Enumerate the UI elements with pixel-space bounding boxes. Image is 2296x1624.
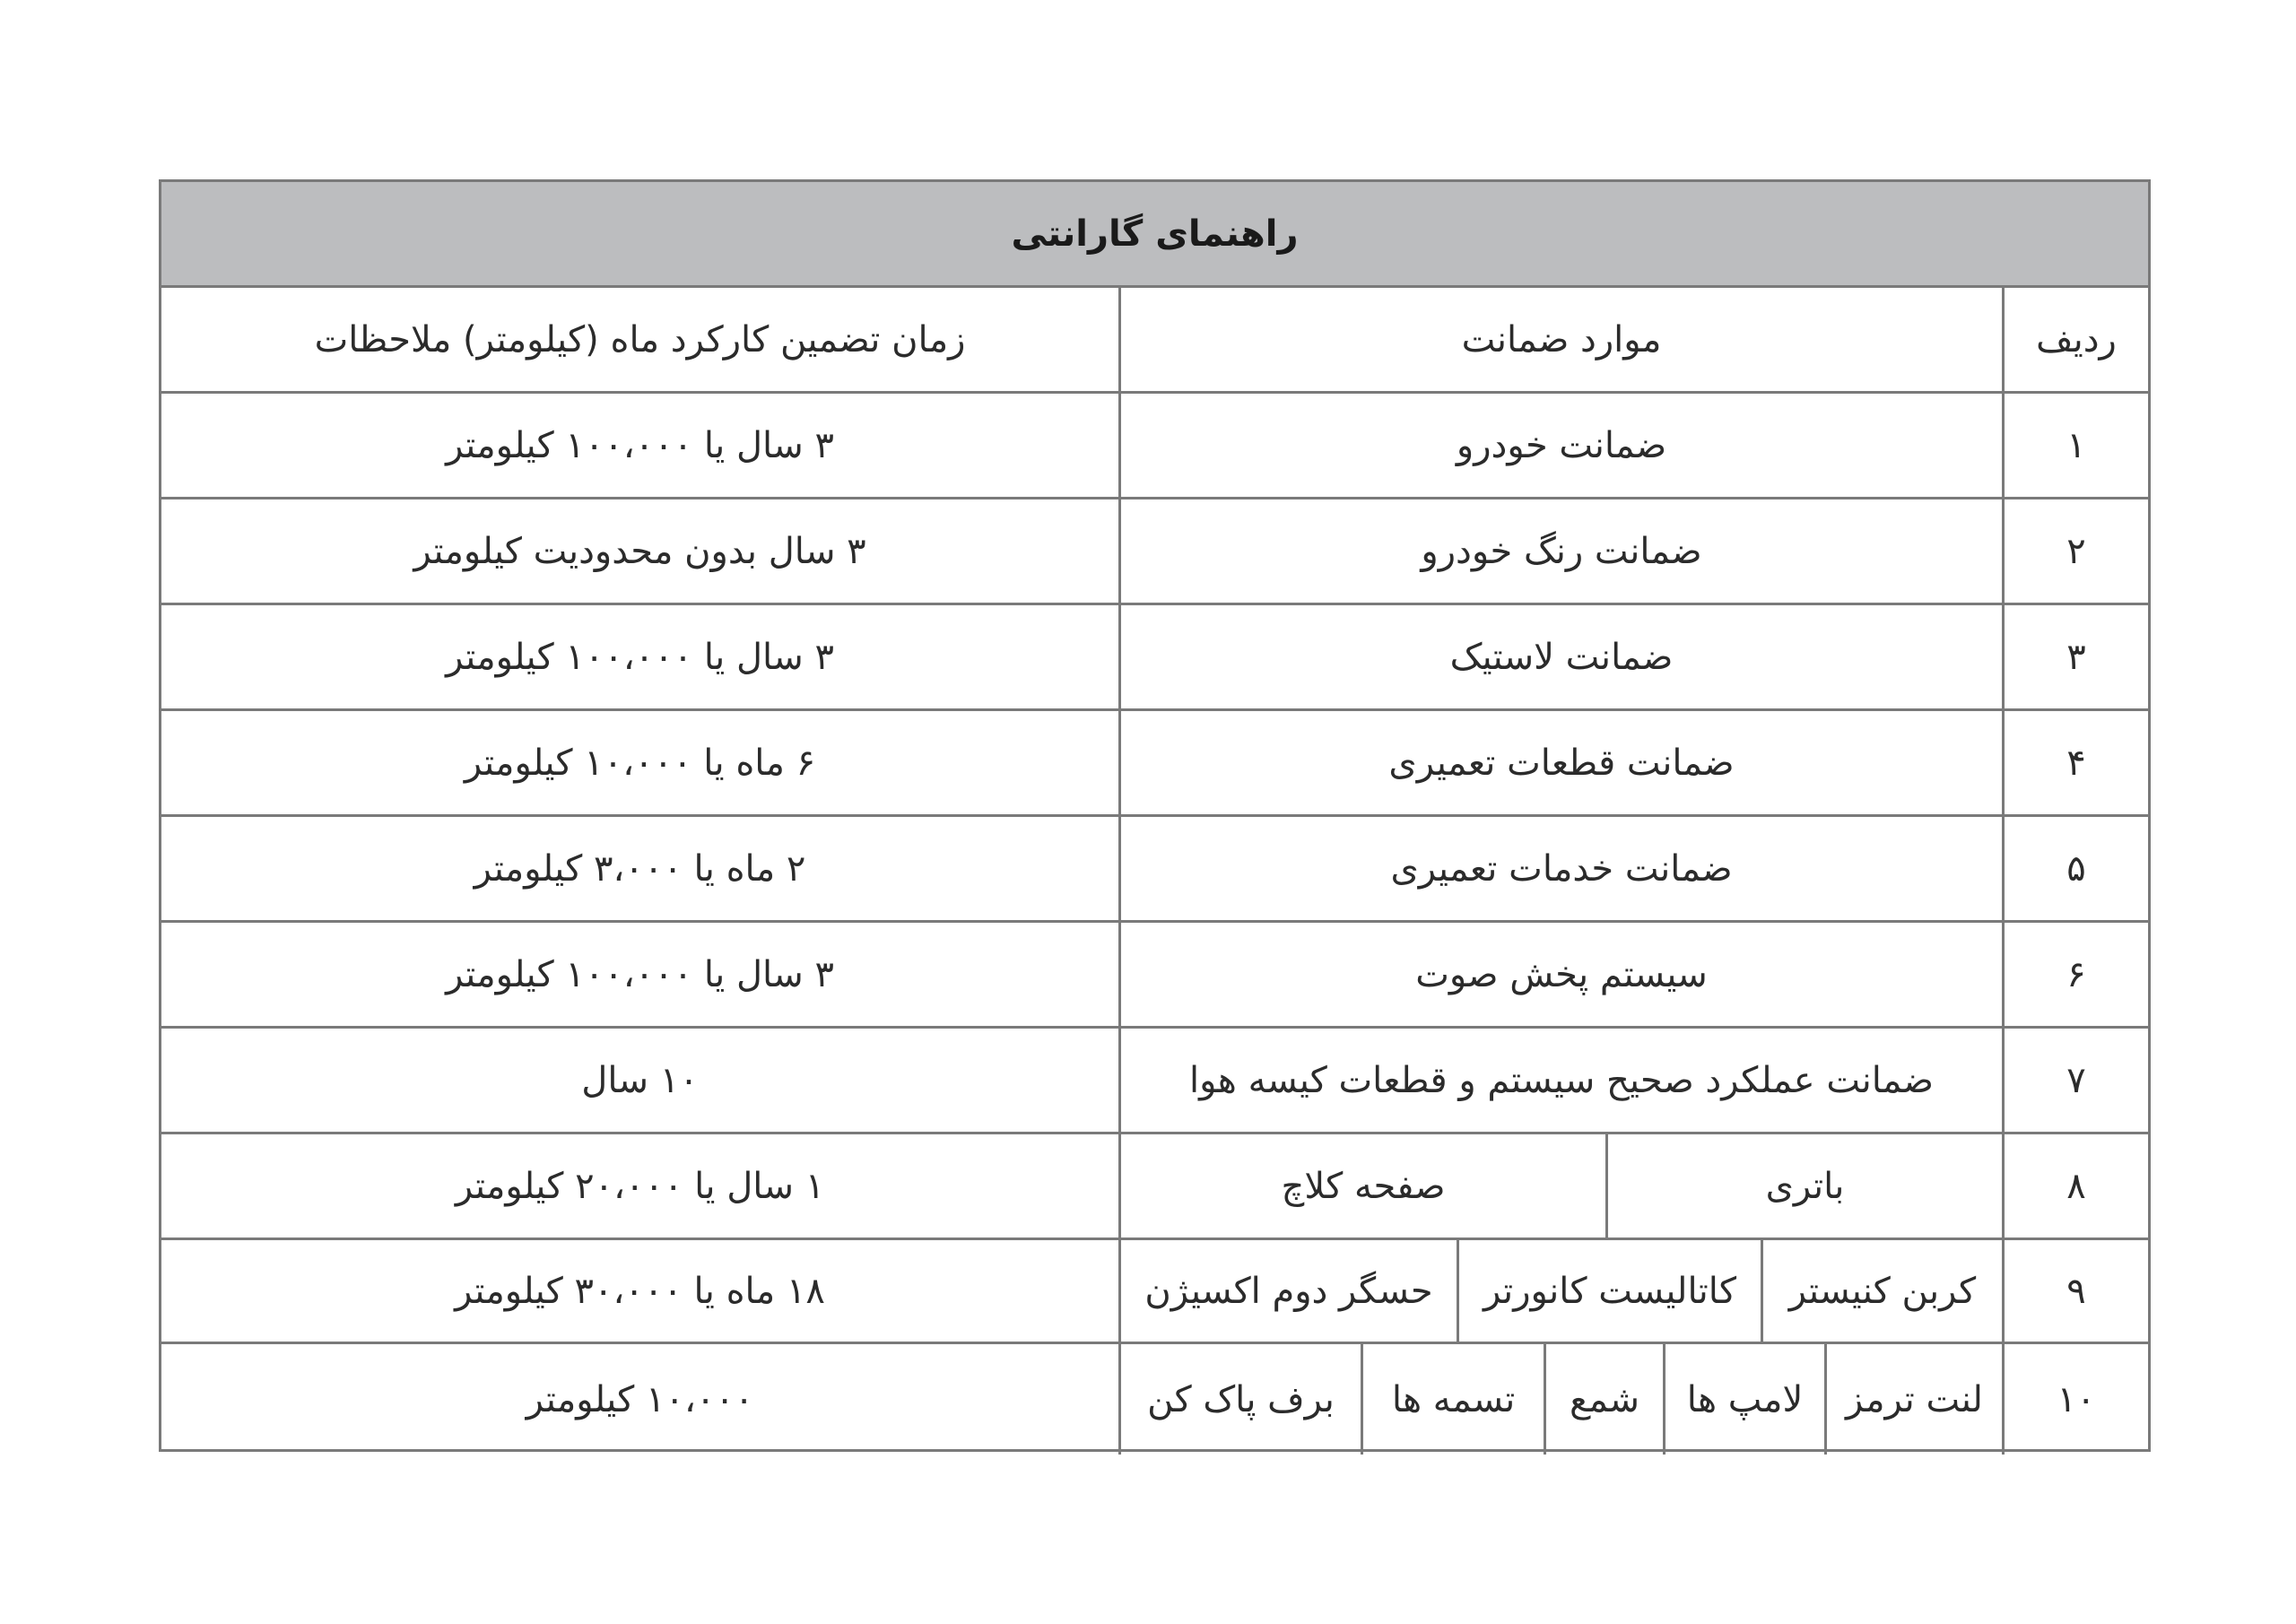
row-item: ضمانت رنگ خودرو <box>1118 499 2002 603</box>
row-time: ۱ سال یا ۲۰،۰۰۰ کیلومتر <box>455 1165 825 1207</box>
row-subitem: تسمه ها <box>1361 1344 1544 1455</box>
row-time: ۳ سال بدون محدودیت کیلومتر <box>413 530 866 572</box>
row-item: ضمانت خدمات تعمیری <box>1118 817 2002 920</box>
header-time: زمان تضمین کارکرد ماه (کیلومتر) ملاحظات <box>314 318 966 360</box>
warranty-table <box>159 179 2151 1452</box>
row-item: ضمانت قطعات تعمیری <box>1118 711 2002 814</box>
row-item: ضمانت خودرو <box>1118 394 2002 497</box>
row-subitem: لنت ترمز <box>1824 1344 2002 1455</box>
row-num: ۳ <box>2002 605 2148 708</box>
row-subitem: کاتالیست کانورتر <box>1457 1240 1761 1342</box>
row-item-group <box>1118 1344 2002 1455</box>
row-num: ۱ <box>2002 394 2148 497</box>
row-num: ۵ <box>2002 817 2148 920</box>
row-item-group <box>1118 1134 2002 1238</box>
table-title-row <box>161 182 2148 288</box>
table-row <box>161 923 2148 1029</box>
table-row <box>161 1240 2148 1344</box>
row-item: ضمانت عملکرد صحیح سیستم و قطعات کیسه هوا <box>1118 1029 2002 1132</box>
row-num: ۹ <box>2002 1240 2148 1342</box>
table-row <box>161 711 2148 817</box>
row-subitem: لامپ ها <box>1663 1344 1824 1455</box>
table-row <box>161 817 2148 923</box>
row-time: ۱۰،۰۰۰ کیلومتر <box>526 1378 754 1420</box>
row-num: ۷ <box>2002 1029 2148 1132</box>
table-row <box>161 605 2148 711</box>
row-subitem: صفحه کلاچ <box>1281 1165 1446 1207</box>
header-item: موارد ضمانت <box>1118 288 2002 391</box>
row-num: ۱۰ <box>2002 1344 2148 1455</box>
row-num: ۸ <box>2002 1134 2148 1238</box>
row-num: ۲ <box>2002 499 2148 603</box>
table-row <box>161 499 2148 605</box>
row-time: ۳ سال یا ۱۰۰،۰۰۰ کیلومتر <box>446 636 834 678</box>
table-row <box>161 1029 2148 1134</box>
table-row <box>161 1134 2148 1240</box>
table-header-row <box>161 288 2148 394</box>
row-time: ۱۸ ماه یا ۳۰،۰۰۰ کیلومتر <box>455 1270 825 1312</box>
row-item: ضمانت لاستیک <box>1118 605 2002 708</box>
header-num: ردیف <box>2002 288 2148 391</box>
row-num: ۶ <box>2002 923 2148 1026</box>
row-time: ۳ سال یا ۱۰۰،۰۰۰ کیلومتر <box>446 424 834 466</box>
row-subitem: باتری <box>1605 1134 2002 1238</box>
row-subitem: حسگر دوم اکسیژن <box>1144 1270 1433 1312</box>
table-title: راهنمای گارانتی <box>1011 213 1299 255</box>
row-subitem: برف پاک کن <box>1147 1378 1335 1420</box>
row-time: ۱۰ سال <box>581 1059 699 1101</box>
row-time: ۳ سال یا ۱۰۰،۰۰۰ کیلومتر <box>446 953 834 995</box>
row-subitem: شمع <box>1544 1344 1663 1455</box>
row-num: ۴ <box>2002 711 2148 814</box>
table-row <box>161 1344 2148 1455</box>
row-item: سیستم پخش صوت <box>1118 923 2002 1026</box>
table-row <box>161 394 2148 499</box>
row-item-group <box>1118 1240 2002 1342</box>
row-time: ۲ ماه یا ۳،۰۰۰ کیلومتر <box>474 847 806 890</box>
row-time: ۶ ماه یا ۱۰،۰۰۰ کیلومتر <box>464 742 816 784</box>
row-subitem: کربن کنیستر <box>1761 1240 2002 1342</box>
